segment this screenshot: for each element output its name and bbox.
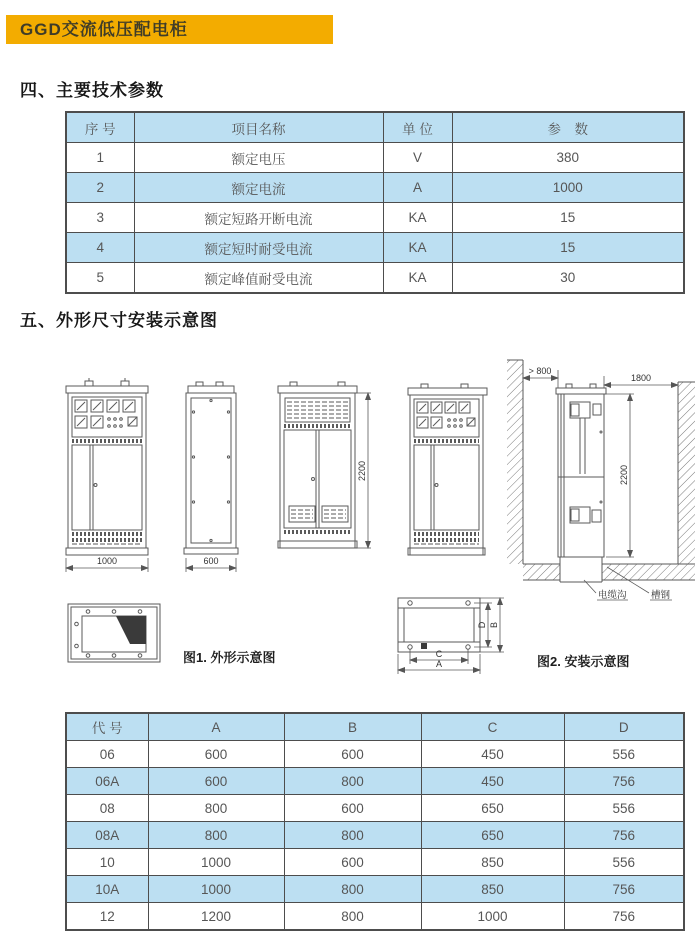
table-cell: 756 (564, 903, 684, 931)
table-cell: 4 (66, 233, 134, 263)
dim-label-width-1000: 1000 (96, 556, 118, 566)
table-cell: 15 (452, 233, 684, 263)
table-cell: 1000 (452, 173, 684, 203)
dimension-table (65, 712, 685, 931)
table-row (66, 849, 684, 876)
table-cell: 800 (284, 876, 421, 903)
table-cell: 06 (66, 741, 148, 768)
table-cell: 1200 (148, 903, 284, 931)
table-cell: 3 (66, 203, 134, 233)
cabinet-side-view-drawing (184, 382, 238, 572)
fig1-caption: 图1. 外形示意图 (183, 650, 276, 665)
table-header-row (66, 713, 684, 741)
outline-installation-diagrams (0, 352, 700, 692)
table-cell: 380 (452, 143, 684, 173)
table-cell: KA (383, 263, 452, 294)
table-cell: 650 (421, 822, 564, 849)
table-cell: KA (383, 203, 452, 233)
table-cell: 1000 (148, 876, 284, 903)
table-cell: 额定电压 (134, 143, 383, 173)
dim-label-B: B (489, 621, 499, 629)
table-cell: 10A (66, 876, 148, 903)
cabinet-top-plan-drawing (68, 604, 160, 662)
table-cell: 08A (66, 822, 148, 849)
column-header: D (564, 713, 684, 741)
table-cell: 600 (148, 768, 284, 795)
table-row (66, 903, 684, 931)
table-cell: 600 (284, 849, 421, 876)
table-cell: 800 (148, 822, 284, 849)
table-cell: 800 (284, 903, 421, 931)
table-row (66, 822, 684, 849)
table-cell: 850 (421, 849, 564, 876)
section-title-outline-install: 五、外形尺寸安装示意图 (20, 311, 218, 330)
column-header: 序 号 (66, 112, 134, 143)
table-cell: 556 (564, 741, 684, 768)
table-row (66, 795, 684, 822)
table-cell: 1000 (421, 903, 564, 931)
cabinet-front-view-drawing (66, 378, 148, 572)
table-cell: 556 (564, 795, 684, 822)
dim-label-aisle-1800: 1800 (630, 373, 652, 383)
table-cell: V (383, 143, 452, 173)
column-header: A (148, 713, 284, 741)
column-header: 单 位 (383, 112, 452, 143)
dim-label-C: C (435, 649, 443, 659)
table-cell: 450 (421, 741, 564, 768)
table-cell: 850 (421, 876, 564, 903)
table-cell: KA (383, 233, 452, 263)
table-cell: 2 (66, 173, 134, 203)
table-row (66, 233, 684, 263)
table-row (66, 741, 684, 768)
section-title-tech-params: 四、主要技术参数 (20, 81, 164, 100)
page-title-banner (6, 15, 333, 44)
table-cell: 30 (452, 263, 684, 294)
dim-label-A: A (435, 659, 443, 669)
cabinet-front-view-2-drawing (408, 384, 487, 555)
table-cell: 450 (421, 768, 564, 795)
table-cell: 06A (66, 768, 148, 795)
table-cell: 10 (66, 849, 148, 876)
table-cell: 756 (564, 876, 684, 903)
table-row (66, 173, 684, 203)
dim-label-D: D (477, 621, 487, 629)
table-cell: 756 (564, 822, 684, 849)
column-header: 项目名称 (134, 112, 383, 143)
column-header: C (421, 713, 564, 741)
table-cell: 额定短路开断电流 (134, 203, 383, 233)
table-cell: 1 (66, 143, 134, 173)
page-title: GGD交流低压配电柜 (20, 20, 188, 39)
table-cell: 1000 (148, 849, 284, 876)
tech-params-table (65, 111, 685, 294)
table-cell: 5 (66, 263, 134, 294)
cable-trench-label: 电缆沟 (598, 590, 627, 601)
table-cell: 556 (564, 849, 684, 876)
table-row (66, 768, 684, 795)
table-cell: 额定峰值耐受电流 (134, 263, 383, 294)
table-cell: 额定短时耐受电流 (134, 233, 383, 263)
table-cell: 756 (564, 768, 684, 795)
dim-label-clearance-800: > 800 (528, 366, 552, 376)
table-row (66, 263, 684, 294)
column-header: 代 号 (66, 713, 148, 741)
cabinet-rear-view-drawing (278, 382, 371, 548)
table-cell: 800 (284, 822, 421, 849)
table-cell: A (383, 173, 452, 203)
dim-label-height-2200: 2200 (357, 460, 367, 482)
dim-label-depth-600: 600 (203, 556, 219, 566)
table-row (66, 203, 684, 233)
table-header-row (66, 112, 684, 143)
table-cell: 800 (148, 795, 284, 822)
table-row (66, 143, 684, 173)
dim-label-install-height-2200: 2200 (619, 464, 629, 486)
table-row (66, 876, 684, 903)
table-cell: 08 (66, 795, 148, 822)
table-cell: 600 (284, 795, 421, 822)
table-cell: 额定电流 (134, 173, 383, 203)
column-header: B (284, 713, 421, 741)
foundation-plan-drawing (398, 598, 504, 674)
table-cell: 12 (66, 903, 148, 931)
table-cell: 600 (148, 741, 284, 768)
channel-steel-label: 槽钢 (651, 590, 671, 601)
fig2-caption: 图2. 安装示意图 (537, 654, 630, 669)
table-cell: 600 (284, 741, 421, 768)
table-cell: 800 (284, 768, 421, 795)
wall-floor-hatching (507, 360, 695, 580)
column-header: 参 数 (452, 112, 684, 143)
table-cell: 650 (421, 795, 564, 822)
table-cell: 15 (452, 203, 684, 233)
